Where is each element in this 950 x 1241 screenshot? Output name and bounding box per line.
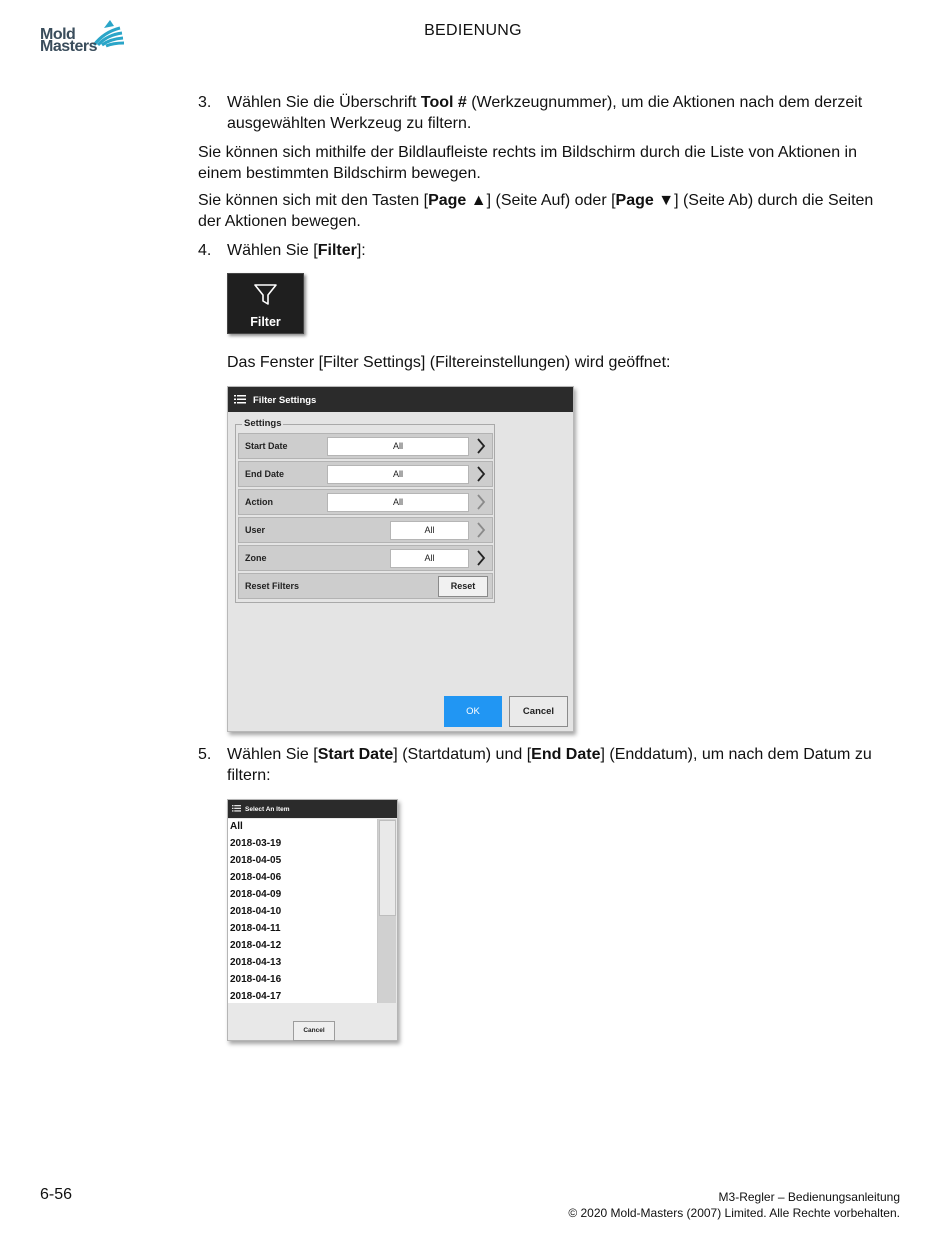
list-item[interactable]: 2018-04-12 (230, 940, 282, 951)
row-label: End Date (245, 469, 285, 479)
step-5-text (227, 744, 877, 786)
step-4-part-2: ]: (356, 242, 366, 259)
list-scrollbar[interactable] (378, 819, 396, 1003)
row-user[interactable] (238, 517, 493, 543)
step-5-number: 5. (198, 746, 212, 763)
ok-button[interactable]: OK (444, 696, 502, 727)
p2-page-down: Page ▼ (615, 192, 675, 209)
select-item-title: Select An Item (245, 806, 290, 813)
footer-manual-title: M3-Regler – Bedienungsanleitung (718, 1190, 900, 1204)
list-icon (232, 805, 241, 812)
list-item[interactable]: 2018-04-06 (230, 872, 282, 883)
select-item-titlebar (228, 800, 397, 818)
logo-line-1: Mold (40, 26, 76, 43)
footer-copyright: © 2020 Mold-Masters (2007) Limited. Alle Rechte vorbehalten. (568, 1206, 900, 1220)
cancel-button[interactable]: Cancel (509, 696, 568, 727)
funnel-icon (253, 283, 278, 307)
row-label: User (245, 525, 266, 535)
list-icon (234, 395, 246, 404)
row-end-date[interactable] (238, 461, 493, 487)
chevron-right-icon[interactable] (476, 493, 486, 511)
step-5-part-1: Wählen Sie [ (227, 746, 318, 763)
row-action[interactable] (238, 489, 493, 515)
step-4-text (227, 240, 877, 261)
filter-settings-titlebar (228, 387, 573, 412)
zone-value[interactable]: All (390, 549, 469, 568)
step-5-bold-end: End Date (531, 746, 601, 763)
scrollbar-thumb[interactable] (379, 820, 396, 916)
select-item-dialog (227, 799, 398, 1041)
step-3-text (227, 92, 877, 134)
user-value[interactable]: All (390, 521, 469, 540)
p2-part-3: ] (Seite Ab) durch die Seiten der Aktionen bewegen. (198, 192, 874, 230)
chevron-right-icon[interactable] (476, 549, 486, 567)
list-item[interactable]: 2018-04-10 (230, 906, 282, 917)
list-item[interactable]: 2018-04-05 (230, 855, 282, 866)
filter-settings-title: Filter Settings (253, 395, 317, 406)
start-date-value[interactable]: All (327, 437, 469, 456)
chevron-right-icon[interactable] (476, 521, 486, 539)
step-3-bold-tool: Tool # (420, 94, 467, 111)
step-3-text-part-2: (Werkzeugnummer), um die Aktionen nach dem derzeit ausgewählten Werkzeug zu filtern. (227, 94, 863, 132)
list-item[interactable]: All (230, 821, 243, 832)
step-4-bold-filter: Filter (317, 242, 357, 259)
p2-page-up: Page ▲ (428, 192, 487, 209)
filter-window-opens-text: Das Fenster [Filter Settings] (Filtereinstellungen) wird geöffnet: (227, 354, 671, 371)
page-keys-paragraph (198, 190, 878, 232)
list-item[interactable]: 2018-04-11 (230, 923, 281, 934)
step-5-part-3: ] (Enddatum), um nach dem Datum zu filtern: (227, 746, 872, 784)
row-reset-filters (238, 573, 493, 599)
row-label: Start Date (245, 441, 288, 451)
settings-group (235, 418, 495, 603)
settings-group-label: Settings (244, 418, 282, 429)
filter-button-label: Filter (250, 315, 281, 329)
end-date-value[interactable]: All (327, 465, 469, 484)
chevron-right-icon[interactable] (476, 437, 486, 455)
step-5-part-2: ] (Startdatum) und [ (393, 746, 532, 763)
page-number: 6-56 (40, 1186, 73, 1203)
date-list (228, 819, 378, 1003)
row-zone[interactable] (238, 545, 493, 571)
logo-line-2: Masters (40, 38, 97, 55)
chevron-right-icon[interactable] (476, 465, 486, 483)
step-4-part-1: Wählen Sie [ (227, 242, 318, 259)
list-item[interactable]: 2018-04-17 (230, 991, 282, 1002)
scrollbar-paragraph: Sie können sich mithilfe der Bildlaufleiste rechts im Bildschirm durch die Liste von Aktionen in einem bestimmten Bildschirm bewegen. (198, 144, 857, 182)
list-item[interactable]: 2018-04-13 (230, 957, 282, 968)
page-header-title: BEDIENUNG (424, 22, 522, 39)
list-item[interactable]: 2018-04-16 (230, 974, 282, 985)
step-5-bold-start: Start Date (317, 746, 394, 763)
step-3-text-part: Wählen Sie die Überschrift (227, 94, 421, 111)
row-label: Zone (245, 553, 267, 563)
step-4-number: 4. (198, 242, 212, 259)
step-3-number: 3. (198, 94, 212, 111)
p2-part-2: ] (Seite Auf) oder [ (486, 192, 616, 209)
list-item[interactable]: 2018-03-19 (230, 838, 282, 849)
p2-part-1: Sie können sich mit den Tasten [ (198, 192, 429, 209)
action-value[interactable]: All (327, 493, 469, 512)
row-start-date[interactable] (238, 433, 493, 459)
reset-filters-label: Reset Filters (245, 581, 300, 591)
row-label: Action (245, 497, 273, 507)
filter-settings-dialog (227, 386, 574, 732)
reset-button[interactable]: Reset (438, 576, 488, 597)
select-cancel-button[interactable]: Cancel (293, 1021, 335, 1041)
list-item[interactable]: 2018-04-09 (230, 889, 282, 900)
filter-button[interactable] (227, 273, 304, 334)
